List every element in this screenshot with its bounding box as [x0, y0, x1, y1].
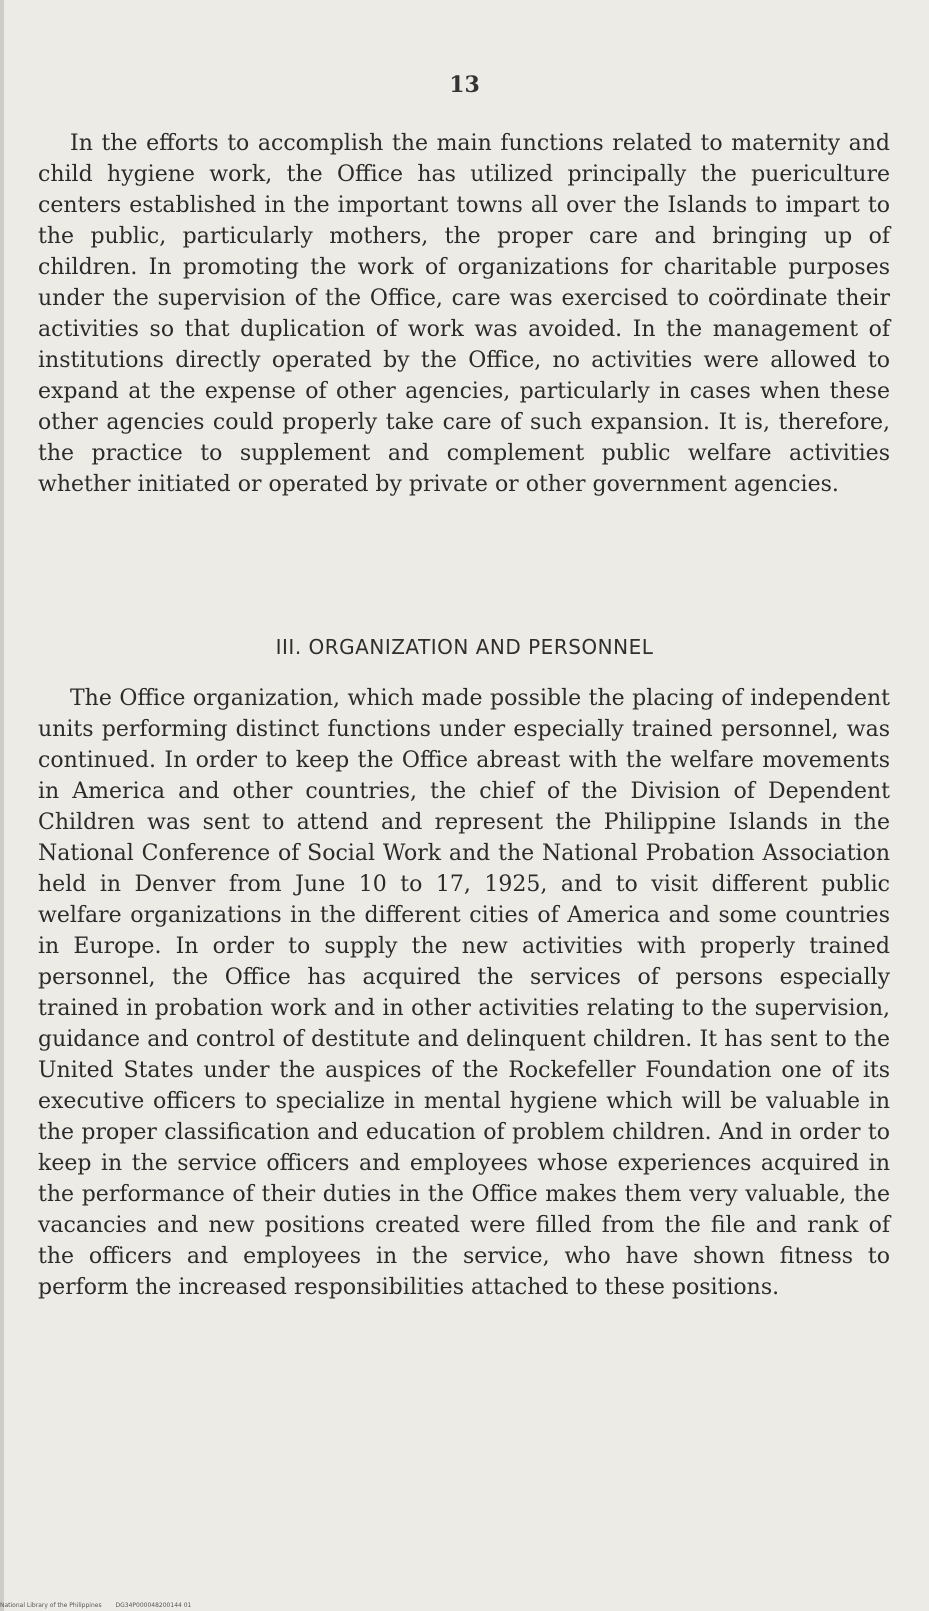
footer-library: National Library of the Philippines	[0, 1602, 102, 1609]
paragraph-2: The Office organization, which made possible the placing of independent units performing distinct functions under especially trained personnel, was continued. In order to keep the Office abreast with the welfare movements in America and other countries, the chief of the Division of Dependent Children was sent to attend and represent the Philippine Islands in the National Conference of Social Work and the National Probation Association held in Denver from June 10 to 17, 1925, and to visit different public welfare organizations in the different cities of America and some countries in Europe. In order to supply the new activities with properly trained personnel, the Office has acquired the services of persons especially trained in probation work and in other activities relating to the supervision, guidance and control of destitute and delinquent children. It has sent to the United States under the auspices of the Rockefeller Foundation one of its executive officers to specialize in mental hygiene which will be valuable in the proper classification and education of problem children. And in order to keep in the service officers and employees whose experiences acquired in the performance of their duties in the Office makes them very valuable, the vacancies and new positions created were filled from the file and rank of the officers and employees in the service, who have shown fitness to perform the increased responsibilities attached to these positions.	[38, 686, 890, 1300]
paragraph-1: In the efforts to accomplish the main functions related to maternity and child hygiene work, the Office has utilized principally the puericulture centers established in the important towns all over the Islands to impart to the public, particularly mothers, the proper care and bringing up of children. In promoting the work of organizations for charitable purposes under the supervision of the Office, care was exercised to coördinate their activities so that duplication of work was avoided. In the management of institutions directly operated by the Office, no activities were allowed to expand at the expense of other agencies, particularly in cases when these other agencies could properly take care of such expansion. It is, therefore, the practice to supplement and complement public welfare activities whether initiated or operated by private or other government agencies.	[38, 131, 890, 497]
section-heading: III. ORGANIZATION AND PERSONNEL	[275, 635, 654, 659]
page-left-edge	[0, 0, 4, 1611]
footer-credit	[0, 1602, 203, 1609]
page-number: 13	[449, 72, 480, 98]
footer-id: DG34P000048200144 01	[115, 1602, 192, 1609]
